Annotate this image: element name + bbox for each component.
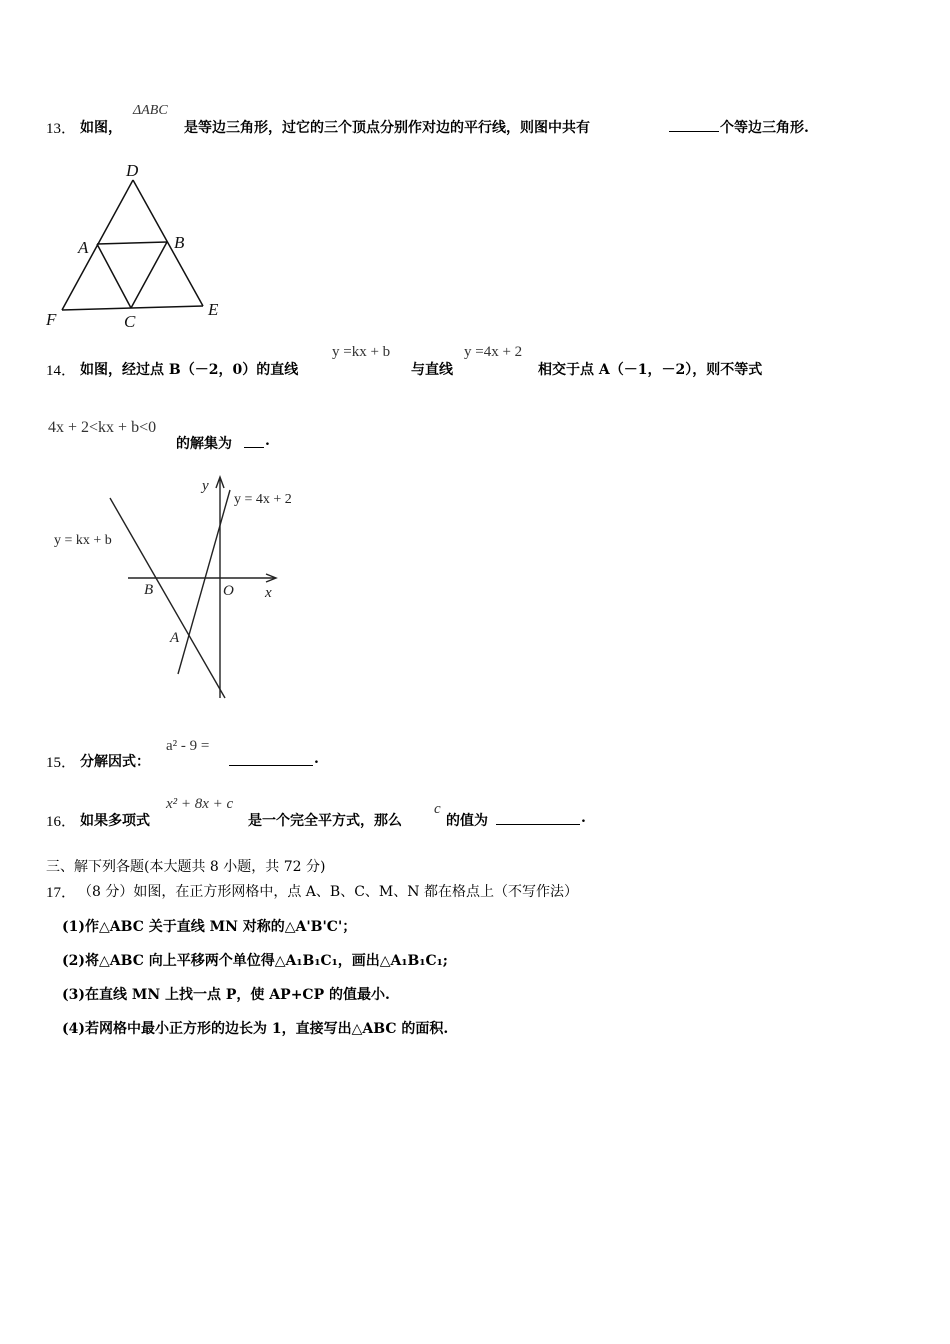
origin-label: O	[223, 583, 234, 599]
label-A: A	[78, 238, 89, 257]
q15-answer-blank	[229, 751, 313, 766]
q16-number: 16．	[46, 814, 77, 830]
q17-number: 17．	[46, 885, 77, 901]
q17-item-2: (2)将△ABC 向上平移两个单位得△A₁B₁C₁，画出△A₁B₁C₁;	[62, 953, 448, 969]
figure-14-graph	[50, 470, 320, 710]
q15-text-2: .	[314, 751, 319, 767]
label-F: F	[46, 310, 57, 329]
axis-label-y: y	[202, 478, 209, 494]
axis-label-x: x	[265, 585, 272, 601]
q16-text-2: 是一个完全平方式，那么	[248, 813, 402, 829]
section-3-heading: 三、解下列各题(本大题共 8 小题，共 72 分)	[46, 859, 326, 875]
q14-answer-blank	[244, 433, 264, 448]
q16-text-1: 如果多项式	[80, 813, 150, 829]
q15-math: a² - 9 =	[166, 738, 210, 754]
q13-text-1: 如图，	[80, 120, 122, 136]
q13-answer-blank	[669, 117, 719, 132]
q16-math-c: c	[434, 801, 441, 817]
q13-text-3: 个等边三角形.	[720, 120, 809, 136]
q14-eq-1: y =kx + b	[332, 344, 391, 360]
q15-text-1: 分解因式：	[80, 754, 150, 770]
q15-number: 15．	[46, 755, 77, 771]
q14-number: 14．	[46, 363, 77, 379]
point-label-B: B	[144, 582, 154, 598]
q14-text-2: 与直线	[411, 362, 453, 378]
line-label-4x-2: y = 4x + 2	[234, 492, 292, 507]
point-label-A: A	[170, 630, 180, 646]
label-C: C	[124, 312, 136, 331]
q14-inequality: 4x + 2<kx + b<0	[48, 419, 157, 436]
figure-13-triangles	[40, 158, 240, 333]
q17-item-1: (1)作△ABC 关于直线 MN 对称的△A'B'C'；	[62, 919, 357, 935]
q17-stem: （8 分）如图，在正方形网格中，点 A、B、C、M、N 都在格点上（不写作法）	[78, 884, 578, 900]
label-D: D	[126, 161, 139, 180]
q13-text-2: 是等边三角形，过它的三个顶点分别作对边的平行线，则图中共有	[184, 120, 590, 136]
q14-text-3: 相交于点 A（－1，－2），则不等式	[538, 362, 763, 378]
line-label-kx-b: y = kx + b	[54, 533, 112, 548]
q16-math: x² + 8x + c	[166, 796, 234, 812]
q14-text-5: .	[265, 433, 270, 449]
q16-answer-blank	[496, 810, 580, 825]
label-B: B	[174, 233, 185, 252]
q17-item-3: (3)在直线 MN 上找一点 P，使 AP+CP 的值最小.	[62, 987, 390, 1003]
q16-text-3: 的值为	[446, 813, 488, 829]
q13-number: 13．	[46, 121, 77, 137]
q13-math: ΔABC	[133, 103, 168, 118]
q16-text-4: .	[581, 810, 586, 826]
q14-text-4: 的解集为	[176, 436, 232, 452]
q14-text-1: 如图，经过点 B（－2，0）的直线	[80, 362, 299, 378]
q14-eq-2: y =4x + 2	[464, 344, 523, 360]
label-E: E	[208, 300, 219, 319]
q17-item-4: (4)若网格中最小正方形的边长为 1，直接写出△ABC 的面积.	[62, 1021, 449, 1037]
